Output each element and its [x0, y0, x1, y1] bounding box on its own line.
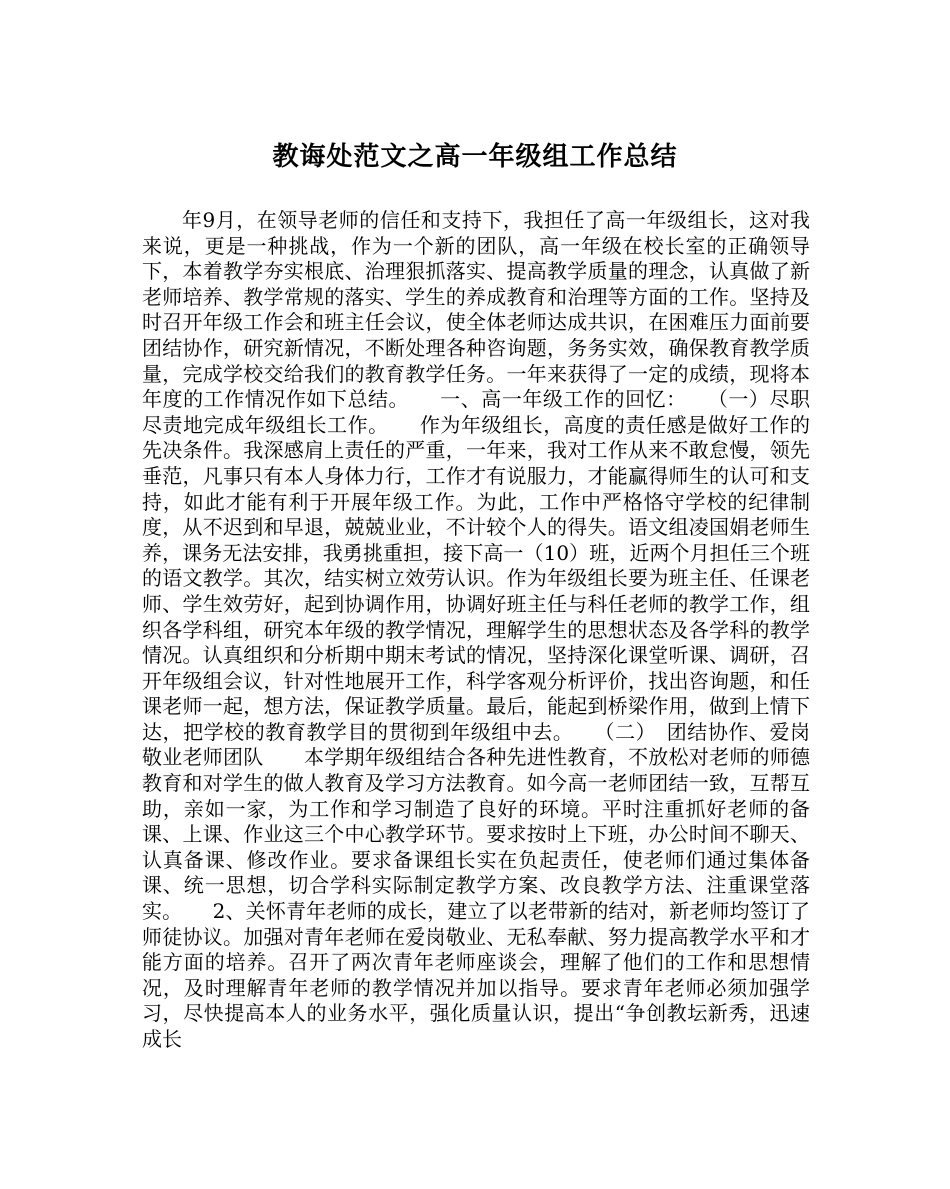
document-body [142, 208, 810, 1053]
body-paragraph: 年9月，在领导老师的信任和支持下，我担任了高一年级组长，这对我来说，更是一种挑战，作为一个新的团队，高一年级在校长室的正确领导下，本着教学夯实根底、治理狠抓落实、提高教学质量的理念，认真做了新老师培养、教学常规的落实、学生的养成教育和治理等方面的工作。坚持及时召开年级工作会和班主任会议，使全体老师达成共识，在困难压力面前要团结协作，研究新情况，不断处理各种咨询题，务务实效，确保教育教学质量，完成学校交给我们的教育教学任务。一年来获得了一定的成绩，现将本年度的工作情况作如下总结。 一、高一年级工作的回忆： （一）尽职尽责地完成年级组长工作。 作为年级组长，高度的责任感是做好工作的先决条件。我深感肩上责任的严重，一年来，我对工作从来不敢怠慢，领先垂范，凡事只有本人身体力行，工作才有说服力，才能赢得师生的认可和支持，如此才能有利于开展年级工作。为此，工作中严格恪守学校的纪律制度，从不迟到和早退，兢兢业业，不计较个人的得失。语文组凌国娟老师生养，课务无法安排，我勇挑重担，接下高一（10）班，近两个月担任三个班的语文教学。其次，结实树立效劳认识。作为年级组长要为班主任、任课老师、学生效劳好，起到协调作用，协调好班主任与科任老师的教学工作，组织各学科组，研究本年级的教学情况，理解学生的思想状态及各学科的教学情况。认真组织和分析期中期末考试的情况，坚持深化课堂听课、调研，召开年级组会议，针对性地展开工作，科学客观分析评价，找出咨询题，和任课老师一起，想方法，保证教学质量。最后，能起到桥梁作用，做到上情下达，把学校的教育教学目的贯彻到年级组中去。 （二） 团结协作、爱岗敬业老师团队 本学期年级组结合各种先进性教育，不放松对老师的师德教育和对学生的做人教育及学习方法教育。如今高一老师团结一致，互帮互助，亲如一家，为工作和学习制造了良好的环境。平时注重抓好老师的备课、上课、作业这三个中心教学环节。要求按时上下班，办公时间不聊天、认真备课、修改作业。要求备课组长实在负起责任，使老师们通过集体备课、统一思想，切合学科实际制定教学方案、改良教学方法、注重课堂落实。 2、关怀青年老师的成长，建立了以老带新的结对，新老师均签订了师徒协议。加强对青年老师在爱岗敬业、无私奉献、努力提高教学水平和才能方面的培养。召开了两次青年老师座谈会，理解了他们的工作和思想情况，及时理解青年老师的教学情况并加以指导。要求青年老师必须加强学习，尽快提高本人的业务水平，强化质量认识，提出“争创教坛新秀，迅速成长 [142, 208, 810, 1051]
document-title: 教诲处范文之高一年级组工作总结 [272, 142, 678, 172]
